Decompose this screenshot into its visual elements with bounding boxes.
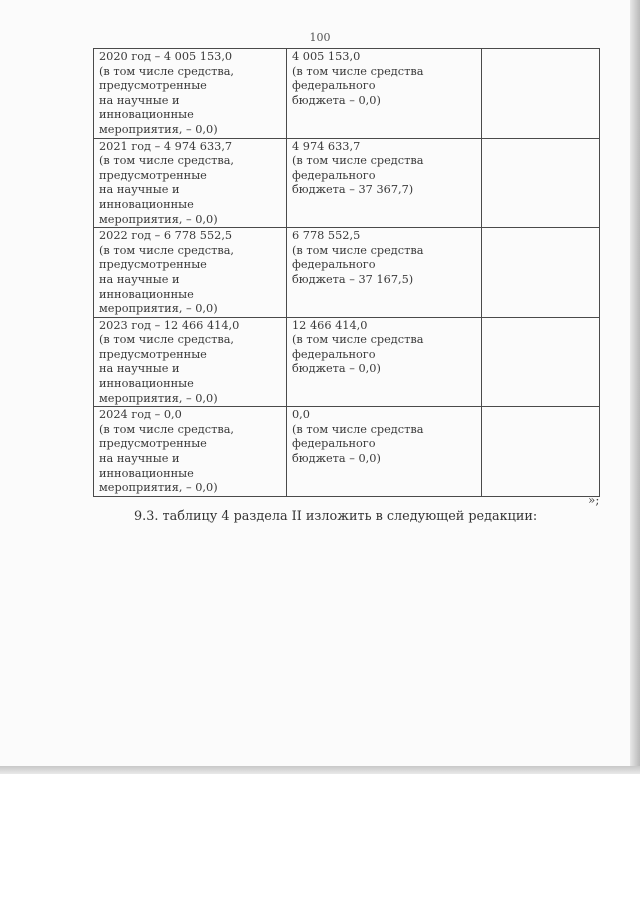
cell-line: бюджета – 0,0): [292, 362, 381, 376]
cell-line: 0,0: [292, 408, 310, 422]
cell-line: бюджета – 0,0): [292, 452, 381, 466]
budget-cell: [287, 49, 482, 139]
cell-line: предусмотренные: [99, 79, 207, 93]
budget-cell: [287, 228, 482, 318]
cell-line: 2024 год – 0,0: [99, 408, 182, 422]
cell-line: мероприятия, – 0,0): [99, 481, 218, 495]
cell-line: бюджета – 37 367,7): [292, 183, 414, 197]
table-row: [94, 228, 600, 318]
cell-line: инновационные: [99, 466, 194, 480]
funding-table: [93, 48, 600, 497]
budget-cell: [287, 138, 482, 228]
budget-cell: [287, 317, 482, 407]
scan-shadow-bottom: [0, 766, 640, 774]
cell-line: (в том числе средства,: [99, 154, 235, 168]
table-row: [94, 317, 600, 407]
cell-line: инновационные: [99, 108, 194, 122]
cell-line: 2020 год – 4 005 153,0: [99, 50, 233, 63]
empty-cell: [482, 138, 600, 228]
empty-cell: [482, 317, 600, 407]
cell-line: инновационные: [99, 197, 194, 211]
cell-line: 4 005 153,0: [292, 50, 361, 63]
cell-line: на научные и: [99, 272, 180, 286]
cell-line: федерального: [292, 437, 376, 451]
cell-line: (в том числе средства,: [99, 64, 235, 78]
cell-line: федерального: [292, 258, 376, 272]
closing-quote-mark: »;: [588, 493, 600, 507]
cell-line: на научные и: [99, 93, 180, 107]
cell-line: (в том числе средства: [292, 243, 424, 257]
empty-cell: [482, 407, 600, 497]
cell-line: предусмотренные: [99, 437, 207, 451]
empty-cell: [482, 228, 600, 318]
cell-line: мероприятия, – 0,0): [99, 122, 218, 136]
cell-line: предусмотренные: [99, 168, 207, 182]
instruction-paragraph: 9.3. таблицу 4 раздела II изложить в следующей редакции:: [134, 509, 538, 524]
cell-line: федерального: [292, 168, 376, 182]
cell-line: 2023 год – 12 466 414,0: [99, 318, 240, 332]
cell-line: 12 466 414,0: [292, 318, 368, 332]
year-total-cell: [94, 317, 287, 407]
table-row: [94, 407, 600, 497]
budget-cell: [287, 407, 482, 497]
year-total-cell: [94, 228, 287, 318]
cell-line: на научные и: [99, 452, 180, 466]
cell-line: инновационные: [99, 287, 194, 301]
cell-line: мероприятия, – 0,0): [99, 302, 218, 316]
table-row: [94, 49, 600, 139]
cell-line: инновационные: [99, 377, 194, 391]
cell-line: на научные и: [99, 362, 180, 376]
cell-line: (в том числе средства,: [99, 422, 235, 436]
cell-line: бюджета – 37 167,5): [292, 272, 414, 286]
year-total-cell: [94, 138, 287, 228]
cell-line: (в том числе средства: [292, 64, 424, 78]
scan-shadow-right: [630, 0, 640, 768]
year-total-cell: [94, 49, 287, 139]
cell-line: 2022 год – 6 778 552,5: [99, 229, 233, 243]
cell-line: бюджета – 0,0): [292, 93, 381, 107]
year-total-cell: [94, 407, 287, 497]
cell-line: на научные и: [99, 183, 180, 197]
cell-line: предусмотренные: [99, 347, 207, 361]
page-number: 100: [309, 31, 331, 44]
empty-cell: [482, 49, 600, 139]
cell-line: предусмотренные: [99, 258, 207, 272]
cell-line: федерального: [292, 79, 376, 93]
cell-line: (в том числе средства: [292, 333, 424, 347]
cell-line: мероприятия, – 0,0): [99, 391, 218, 405]
cell-line: 2021 год – 4 974 633,7: [99, 139, 233, 153]
cell-line: 6 778 552,5: [292, 229, 361, 243]
cell-line: федерального: [292, 347, 376, 361]
cell-line: (в том числе средства: [292, 154, 424, 168]
cell-line: (в том числе средства,: [99, 333, 235, 347]
cell-line: 4 974 633,7: [292, 139, 361, 153]
table-row: [94, 138, 600, 228]
cell-line: (в том числе средства: [292, 422, 424, 436]
cell-line: мероприятия, – 0,0): [99, 212, 218, 226]
cell-line: (в том числе средства,: [99, 243, 235, 257]
